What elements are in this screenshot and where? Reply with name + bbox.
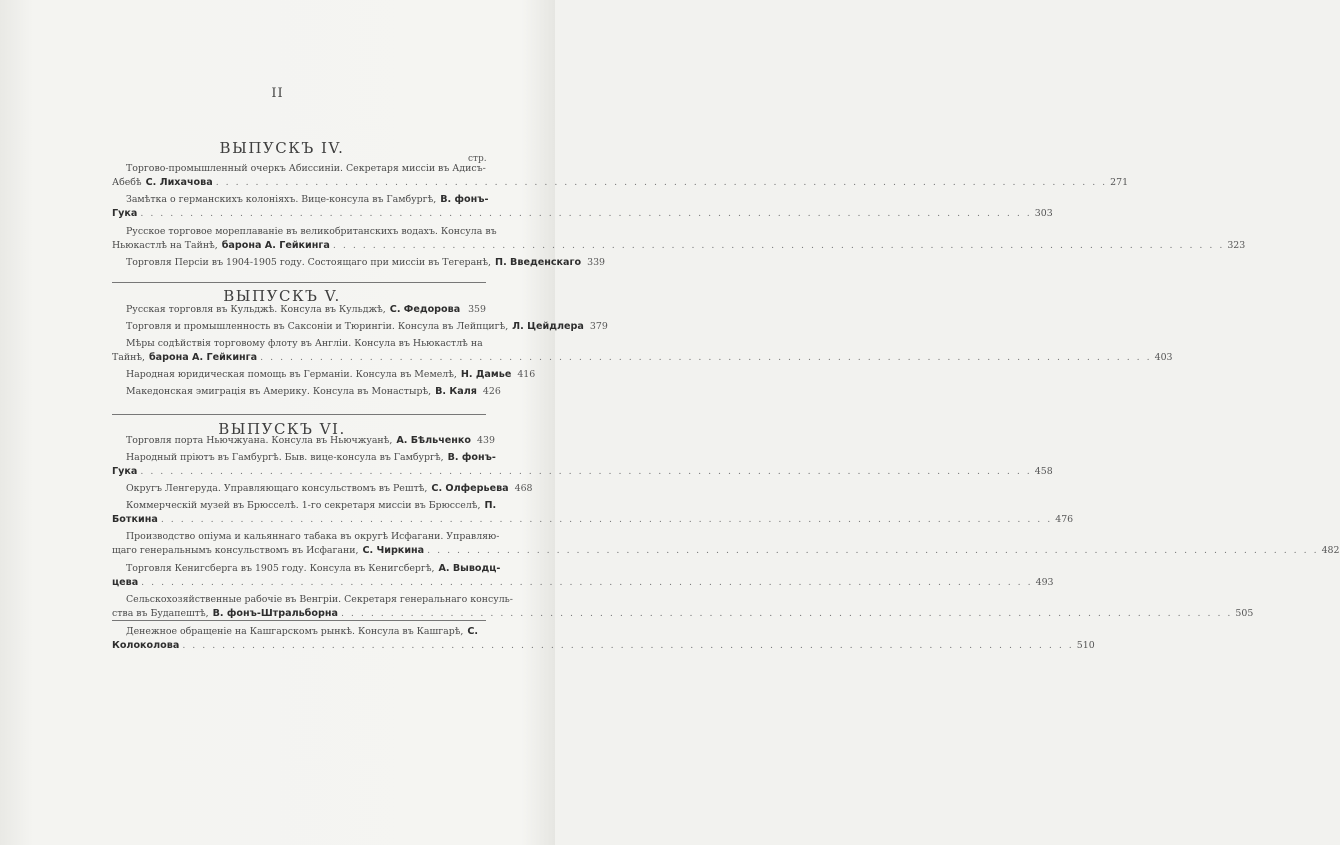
entry-title-line: Тайнѣ, bbox=[112, 351, 145, 363]
entry-page-number: 416 bbox=[517, 369, 536, 380]
section-title: ВЫПУСКЪ VI. bbox=[218, 420, 346, 438]
entry-title-line: Русская торговля въ Кульджѣ. Консула въ Кульджѣ, bbox=[126, 304, 386, 315]
entry-title-line: ства въ Будапештѣ, bbox=[112, 608, 209, 620]
leader-dots bbox=[427, 544, 1318, 558]
toc-entry[interactable] bbox=[112, 256, 606, 270]
entry-author: барона А. Гейкинга bbox=[221, 239, 330, 251]
entry-page-number: 458 bbox=[1034, 465, 1053, 477]
entry-author: цева bbox=[112, 576, 139, 588]
section-title: ВЫПУСКЪ IV. bbox=[219, 139, 345, 157]
section-rule bbox=[112, 414, 486, 415]
leader-dots bbox=[161, 513, 1052, 527]
toc-entry[interactable] bbox=[112, 593, 1254, 621]
entry-page-number: 426 bbox=[482, 385, 501, 397]
entry-title-line: Ньюкастлѣ на Тайнѣ, bbox=[112, 239, 218, 251]
entry-page-number: 339 bbox=[587, 257, 606, 269]
entry-author: Гука bbox=[112, 465, 138, 477]
entry-page-number: 505 bbox=[1235, 608, 1254, 620]
entry-page-number: 359 bbox=[468, 304, 486, 315]
entry-author: С. Чиркина bbox=[362, 545, 425, 557]
entry-author: С. Олферьева bbox=[431, 483, 509, 495]
leader-dots bbox=[216, 176, 1107, 190]
entry-page-number: 482 bbox=[1321, 545, 1340, 557]
entry-author: С. bbox=[467, 625, 479, 637]
entry-author: С. Федорова bbox=[389, 304, 461, 315]
page-column-header: стр. bbox=[468, 154, 487, 164]
entry-author: Колоколова bbox=[112, 639, 180, 651]
entry-author: В. фонъ- bbox=[447, 451, 496, 463]
entry-page-number: 323 bbox=[1227, 239, 1246, 251]
entry-author: А. Выводц- bbox=[438, 562, 501, 574]
entry-title-line: Народный пріютъ въ Гамбургѣ. Быв. вице-консула въ Гамбургѣ, bbox=[126, 451, 444, 463]
toc-entry[interactable] bbox=[112, 368, 536, 382]
entry-title-line: Округъ Ленгеруда. Управляющаго консульствомъ въ Рештѣ, bbox=[126, 483, 428, 495]
entry-author: Л. Цейдлера bbox=[512, 320, 584, 332]
entry-author: А. Бѣльченко bbox=[396, 435, 472, 446]
leader-dots bbox=[182, 639, 1073, 653]
entry-author: С. Лихачова bbox=[145, 177, 213, 188]
entry-title-line: Народная юридическая помощь въ Германіи. Консула въ Мемелѣ, bbox=[126, 369, 457, 380]
toc-entry[interactable] bbox=[112, 320, 608, 334]
entry-page-number: 379 bbox=[589, 320, 608, 332]
entry-title-line: щаго генеральнымъ консульствомъ въ Исфагани, bbox=[112, 545, 359, 557]
entry-title-line: Производство опіума и кальяннаго табака въ округѣ Исфагани. Управляю- bbox=[126, 531, 500, 543]
entry-author: В. фонъ-Штральборна bbox=[212, 608, 338, 620]
entry-page-number: 493 bbox=[1035, 576, 1054, 588]
toc-entry[interactable] bbox=[112, 499, 1074, 527]
toc-entry[interactable] bbox=[112, 303, 486, 317]
entry-title-line: Денежное обращеніе на Кашгарскомъ рынкѣ. Консула въ Кашгарѣ, bbox=[126, 625, 464, 637]
toc-entry[interactable] bbox=[112, 562, 1054, 590]
leader-dots bbox=[260, 351, 1151, 365]
entry-author: Боткина bbox=[112, 514, 158, 525]
entry-title-line: Русское торговое мореплаваніе въ великобританскихъ водахъ. Консула въ bbox=[126, 225, 497, 237]
entry-title-line: Сельскохозяйственные рабочіе въ Венгріи. Секретаря генеральнаго консуль- bbox=[126, 594, 513, 606]
entry-title-line: Торгово-промышленный очеркъ Абиссиніи. Секретаря миссіи въ Адисъ- bbox=[126, 163, 486, 174]
toc-entry[interactable] bbox=[112, 625, 1095, 653]
page-folio: II bbox=[271, 86, 284, 101]
entry-author: Гука bbox=[112, 208, 138, 220]
leader-dots bbox=[140, 207, 1031, 221]
entry-page-number: 468 bbox=[514, 483, 533, 495]
entry-author: В. Каля bbox=[435, 385, 477, 397]
toc-entry[interactable] bbox=[112, 530, 1340, 558]
toc-entry[interactable] bbox=[112, 225, 1246, 253]
entry-author: П. Введенскаго bbox=[495, 257, 582, 269]
entry-title-line: Торговля и промышленность въ Саксоніи и Тюрингіи. Консула въ Лейпцигѣ, bbox=[126, 320, 509, 332]
toc-entry[interactable] bbox=[112, 162, 1129, 190]
entry-page-number: 476 bbox=[1055, 514, 1074, 525]
entry-page-number: 271 bbox=[1110, 177, 1129, 188]
entry-title-line: Замѣтка о германскихъ колоніяхъ. Вице-консула въ Гамбургѣ, bbox=[126, 194, 437, 206]
toc-entry[interactable] bbox=[112, 482, 533, 496]
entry-title-line: Мѣры содѣйствія торговому флоту въ Англіи. Консула въ Ньюкастлѣ на bbox=[126, 337, 483, 349]
entry-author: П. bbox=[484, 500, 497, 511]
entry-page-number: 303 bbox=[1034, 208, 1053, 220]
leader-dots bbox=[140, 465, 1031, 479]
entry-title-line: Торговля Персіи въ 1904-1905 году. Состоящаго при миссіи въ Тегеранѣ, bbox=[126, 257, 492, 269]
section-title: ВЫПУСКЪ V. bbox=[223, 287, 341, 305]
entry-page-number: 510 bbox=[1076, 639, 1095, 651]
toc-entry[interactable] bbox=[112, 451, 1053, 479]
entry-page-number: 403 bbox=[1154, 351, 1173, 363]
entry-title-line: Торговля порта Ньючжуана. Консула въ Ньючжуанѣ, bbox=[126, 435, 393, 446]
toc-entry[interactable] bbox=[112, 193, 1053, 221]
leader-dots bbox=[141, 576, 1032, 590]
entry-page-number: 439 bbox=[477, 435, 495, 446]
entry-title-line: Абебѣ bbox=[112, 177, 142, 188]
section-rule bbox=[112, 282, 486, 283]
entry-title-line: Македонская эмиграція въ Америку. Консула въ Монастырѣ, bbox=[126, 385, 432, 397]
entry-title-line: Коммерческій музей въ Брюсселѣ. 1-го секретаря миссіи въ Брюсселѣ, bbox=[126, 500, 481, 511]
entry-author: барона А. Гейкинга bbox=[148, 351, 258, 363]
toc-entry[interactable] bbox=[112, 434, 495, 448]
entry-author: В. фонъ- bbox=[440, 194, 489, 206]
entry-title-line: Торговля Кенигсберга въ 1905 году. Консула въ Кенигсбергѣ, bbox=[126, 562, 435, 574]
toc-entry[interactable] bbox=[112, 337, 1173, 365]
toc-entry[interactable] bbox=[112, 385, 501, 399]
entry-author: Н. Дамье bbox=[460, 369, 512, 380]
leader-dots bbox=[333, 239, 1224, 253]
